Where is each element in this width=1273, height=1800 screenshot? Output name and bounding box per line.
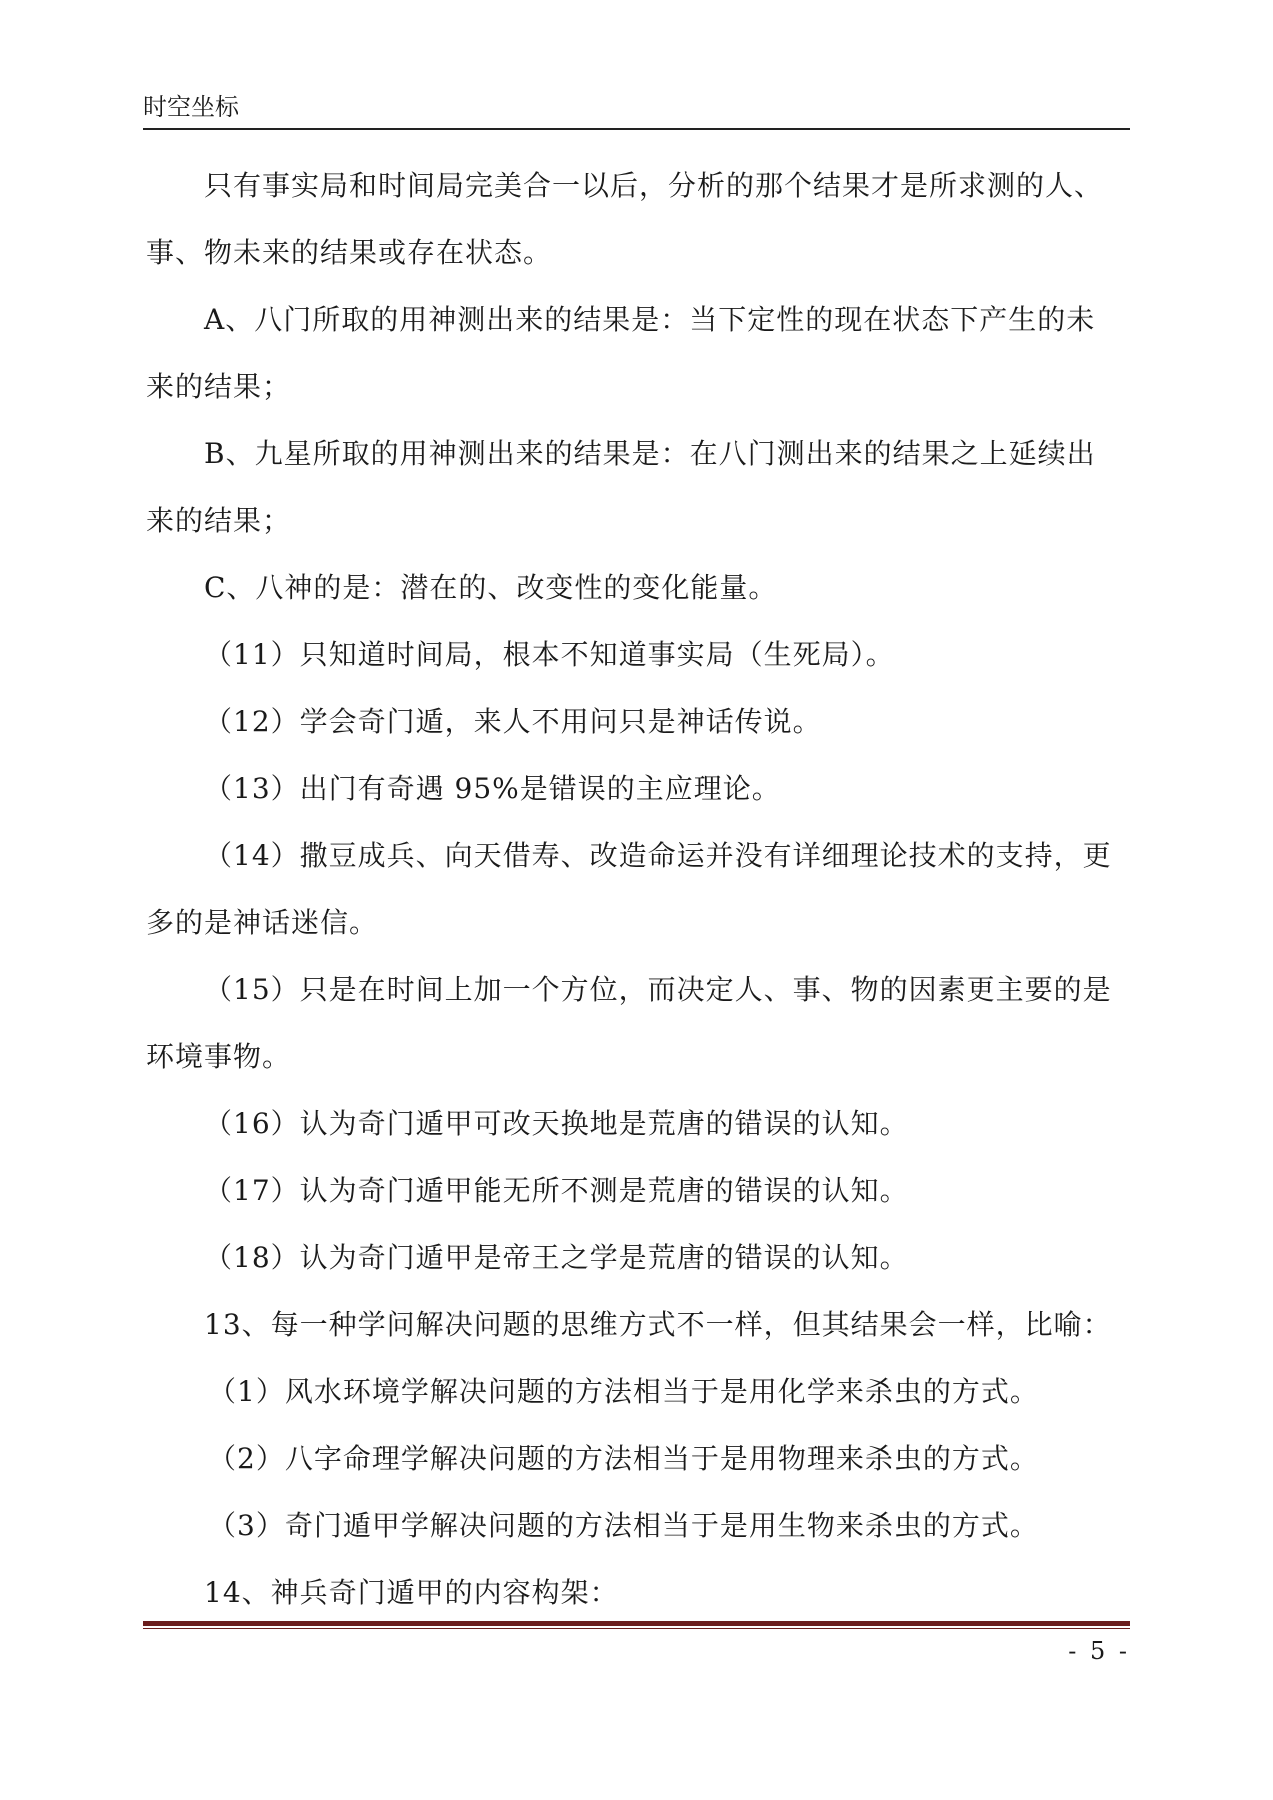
paragraph: （2）八字命理学解决问题的方法相当于是用物理来杀虫的方式。 <box>208 1442 1039 1475</box>
page-number: - 5 - <box>1068 1637 1130 1665</box>
paragraph: （1）风水环境学解决问题的方法相当于是用化学来杀虫的方式。 <box>208 1375 1039 1408</box>
paragraph: 13、每一种学问解决问题的思维方式不一样，但其结果会一样，比喻： <box>204 1308 1112 1341</box>
body-text <box>146 152 1130 1626</box>
running-header-title: 时空坐标 <box>143 93 239 121</box>
paragraph: （11）只知道时间局，根本不知道事实局（生死局）。 <box>204 638 895 671</box>
paragraph: （12）学会奇门遁，来人不用问只是神话传说。 <box>204 705 822 738</box>
paragraph-continuation: 来的结果； <box>146 504 292 537</box>
footer-rule-thin <box>143 1628 1130 1629</box>
paragraph: C、八神的是：潜在的、改变性的变化能量。 <box>204 571 778 604</box>
paragraph-continuation: 来的结果； <box>146 370 292 403</box>
paragraph-continuation: 多的是神话迷信。 <box>146 906 379 939</box>
paragraph: B、九星所取的用神测出来的结果是：在八门测出来的结果之上延续出 <box>204 437 1096 470</box>
paragraph: （13）出门有奇遇 95%是错误的主应理论。 <box>204 772 781 805</box>
paragraph: （3）奇门遁甲学解决问题的方法相当于是用生物来杀虫的方式。 <box>208 1509 1039 1542</box>
paragraph: A、八门所取的用神测出来的结果是：当下定性的现在状态下产生的未 <box>204 303 1096 336</box>
paragraph: （18）认为奇门遁甲是帝王之学是荒唐的错误的认知。 <box>204 1241 909 1274</box>
paragraph: （14）撒豆成兵、向天借寿、改造命运并没有详细理论技术的支持，更 <box>204 839 1112 872</box>
paragraph-continuation: 环境事物。 <box>146 1040 292 1073</box>
header-rule <box>143 128 1130 130</box>
footer-rule-thick <box>143 1621 1130 1626</box>
paragraph: （16）认为奇门遁甲可改天换地是荒唐的错误的认知。 <box>204 1107 909 1140</box>
paragraph: 只有事实局和时间局完美合一以后，分析的那个结果才是所求测的人、 <box>204 169 1104 202</box>
paragraph: （17）认为奇门遁甲能无所不测是荒唐的错误的认知。 <box>204 1174 909 1207</box>
paragraph-continuation: 事、物未来的结果或存在状态。 <box>146 236 553 269</box>
paragraph: 14、神兵奇门遁甲的内容构架： <box>204 1576 619 1609</box>
paragraph: （15）只是在时间上加一个方位，而决定人、事、物的因素更主要的是 <box>204 973 1112 1006</box>
